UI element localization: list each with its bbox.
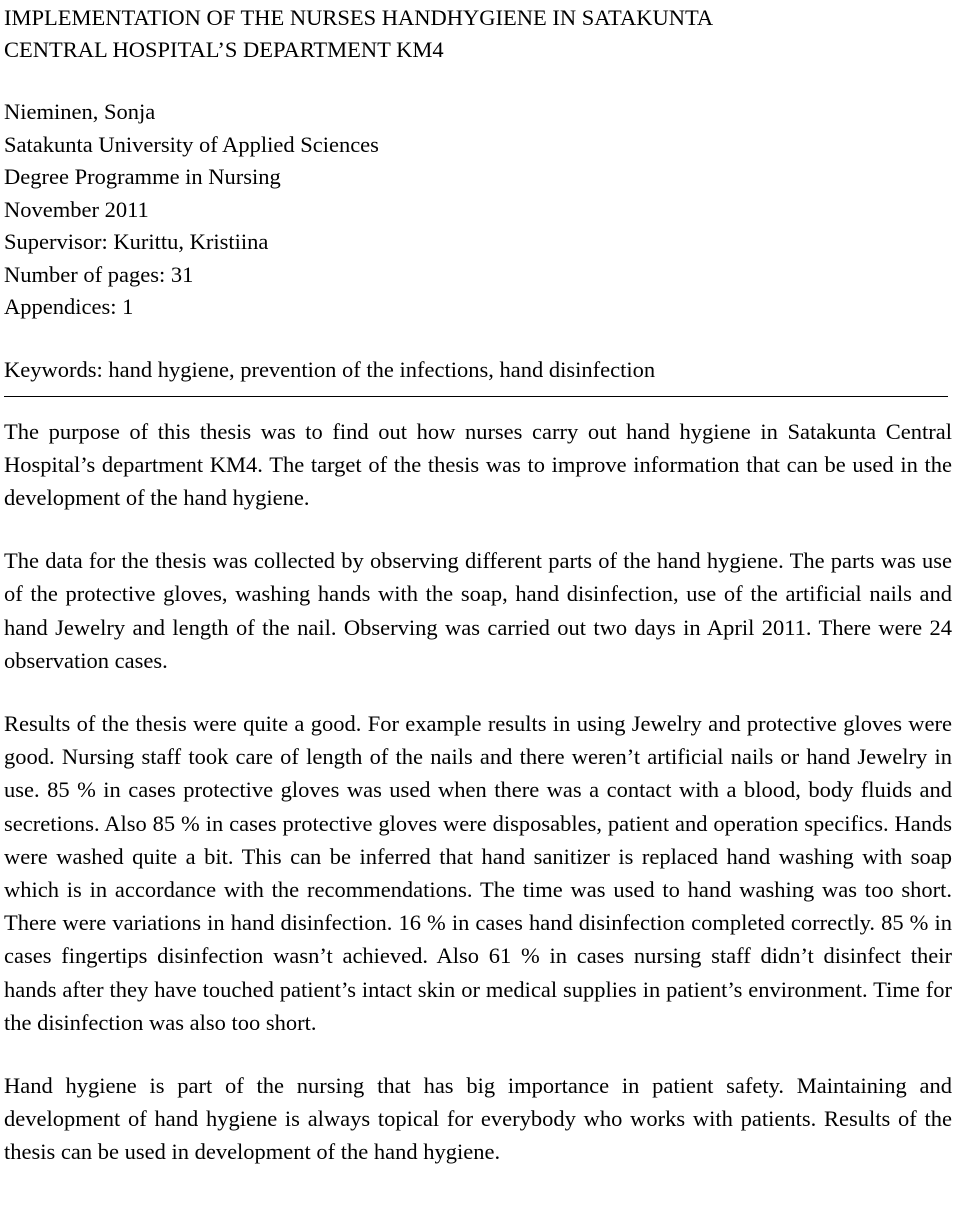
metadata-block [4, 96, 952, 324]
author: Nieminen, Sonja [4, 99, 156, 124]
separator-rule [4, 396, 948, 397]
institution: Satakunta University of Applied Sciences [4, 131, 379, 157]
document-page [4, 0, 952, 1169]
abstract-paragraph-method: The data for the thesis was collected by observing different parts of the hand hygiene. The parts was use of the protective gloves, washing hands with the soap, hand disinfection, use of the artificial nails and hand Jewelry and length of the nail. Observing was carried out two days in April 2011. There were 24 observation cases. [4, 548, 952, 673]
publication-date: November 2011 [4, 196, 149, 222]
abstract-paragraph-results: Results of the thesis were quite a good. For example results in using Jewelry and protective gloves were good. Nursing staff took care of length of the nails and there weren’t artificial nails or hand Jewelry in use. 85 % in cases protective gloves was used when there was a contact with a blood, body fluids and secretions. Also 85 % in cases protective gloves were disposables, patient and operation specifics. Hands were washed quite a bit. This can be inferred that hand sanitizer is replaced hand washing with soap which is in accordance with the recommendations. The time was used to hand washing was too short. There were variations in hand disinfection. 16 % in cases hand disinfection completed correctly. 85 % in cases fingertips disinfection wasn’t achieved. Also 61 % in cases nursing staff didn’t disinfect their hands after they have touched patient’s intact skin or medical supplies in patient’s environment. Time for the disinfection was also too short. [4, 710, 952, 1035]
document-title: IMPLEMENTATION OF THE NURSES HANDHYGIENE IN SATAKUNTA CENTRAL HOSPITAL’S DEPARTMENT KM4 [4, 5, 714, 62]
degree-programme: Degree Programme in Nursing [4, 164, 281, 189]
keywords: Keywords: hand hygiene, prevention of the infections, hand disinfection [4, 356, 656, 382]
abstract [4, 415, 952, 1169]
page-count: Number of pages: 31 [4, 261, 194, 287]
abstract-paragraph-conclusion: Hand hygiene is part of the nursing that has big importance in patient safety. Maintaining and development of hand hygiene is always topical for everybody who works with patients. Results of the thesis can be used in development of the hand hygiene. [4, 1072, 952, 1165]
supervisor: Supervisor: Kurittu, Kristiina [4, 229, 269, 254]
abstract-paragraph-purpose: The purpose of this thesis was to find out how nurses carry out hand hygiene in Satakunta Central Hospital’s department KM4. The target of the thesis was to improve information that can be used in the development of the hand hygiene. [4, 418, 952, 510]
appendices-count: Appendices: 1 [4, 294, 134, 319]
